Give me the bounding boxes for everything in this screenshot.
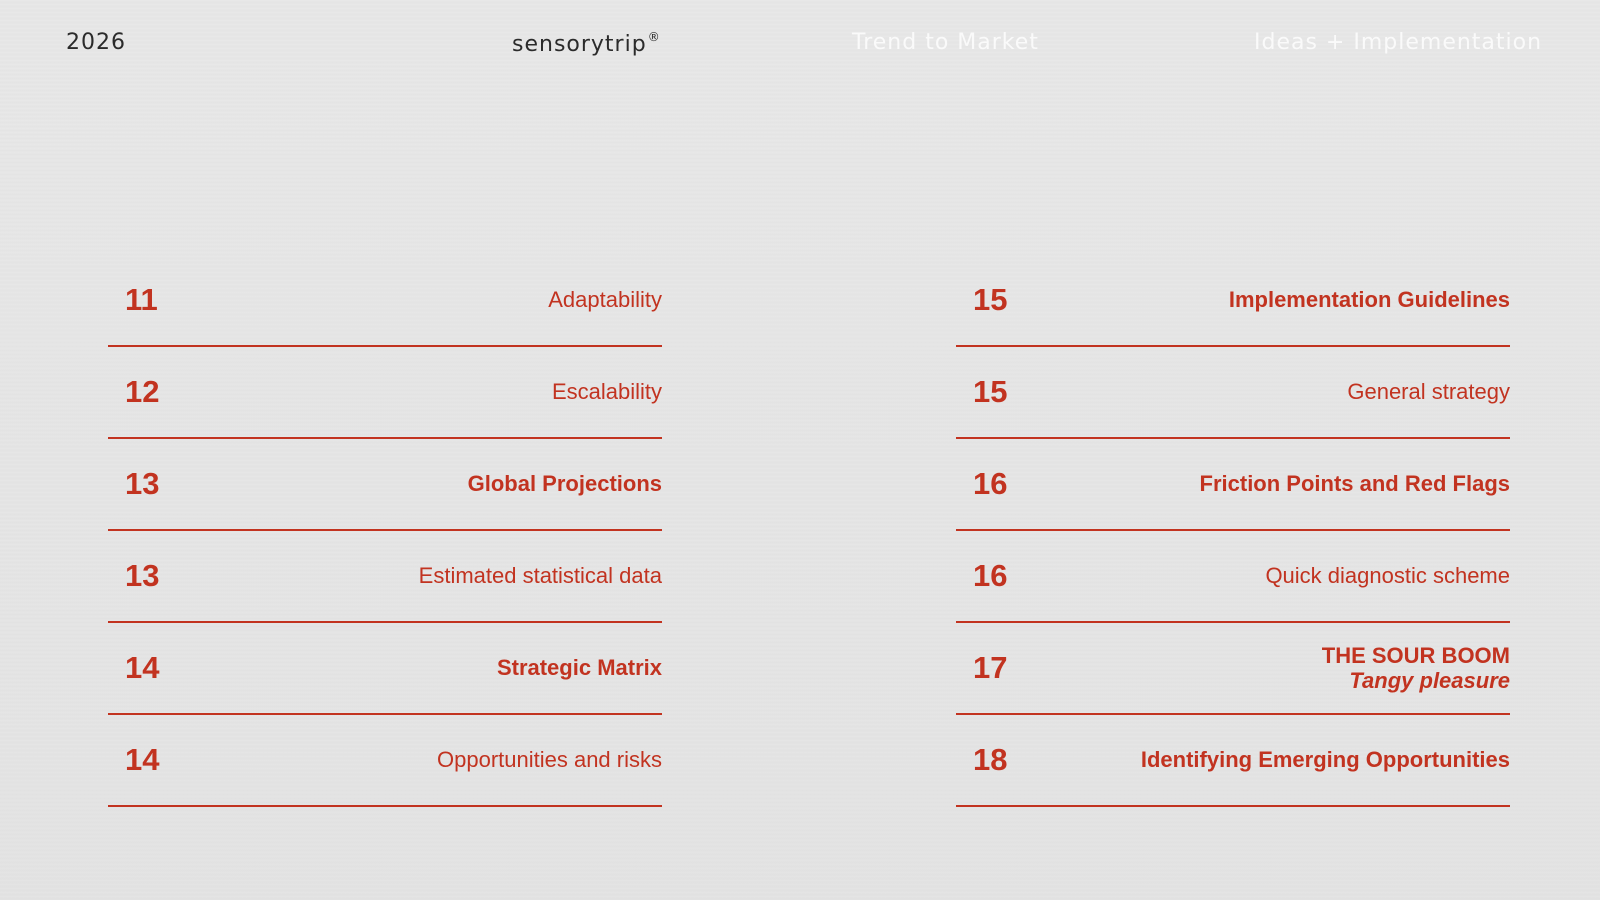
header-year: 2026 (66, 30, 126, 55)
toc-entry[interactable] (956, 531, 1510, 623)
toc-entry-title: Estimated statistical data (418, 563, 662, 589)
toc-entry[interactable] (956, 623, 1510, 715)
toc-entry[interactable] (956, 347, 1510, 439)
toc-page-number: 13 (125, 558, 160, 593)
toc-page-number: 15 (973, 282, 1008, 317)
toc-page-number: 11 (125, 282, 158, 317)
header-brand (512, 30, 661, 57)
toc-entry[interactable] (956, 439, 1510, 531)
toc-entry-title: Quick diagnostic scheme (1265, 563, 1510, 589)
toc-entry[interactable] (108, 255, 662, 347)
toc-entry-title: Adaptability (548, 287, 662, 313)
toc-entry[interactable] (108, 715, 662, 807)
toc-entry[interactable] (108, 439, 662, 531)
toc-entry-title: Strategic Matrix (496, 655, 662, 681)
toc-entry-title (1322, 643, 1510, 694)
toc-page-number: 17 (973, 650, 1008, 685)
toc-entry-title: Opportunities and risks (437, 747, 662, 773)
toc-entry[interactable] (108, 623, 662, 715)
registered-mark: ® (647, 30, 661, 44)
toc-entry-title: Friction Points and Red Flags (1199, 471, 1510, 497)
toc-entry[interactable] (108, 347, 662, 439)
toc-left-column (108, 255, 662, 807)
toc-entry-main-title: THE SOUR BOOM (1321, 642, 1510, 668)
toc-entry-title: Identifying Emerging Opportunities (1140, 747, 1510, 773)
toc-page-number: 15 (973, 374, 1008, 409)
toc-entry[interactable] (956, 255, 1510, 347)
toc-entry-subtitle: Tangy pleasure (1349, 668, 1510, 693)
toc-page-number: 18 (973, 742, 1008, 777)
toc-entry-title: General strategy (1347, 379, 1510, 405)
toc-page-number: 12 (125, 374, 160, 409)
header-ideas-implementation: Ideas + Implementation (1254, 30, 1543, 55)
toc-entry[interactable] (956, 715, 1510, 807)
brand-name: sensorytrip (512, 32, 647, 57)
toc-page-number: 16 (973, 558, 1008, 593)
toc-entry-title: Implementation Guidelines (1228, 287, 1510, 313)
toc-entry-title: Global Projections (467, 471, 662, 497)
header-trend-to-market: Trend to Market (852, 30, 1039, 55)
toc-page-number: 16 (973, 466, 1008, 501)
toc-right-column (956, 255, 1510, 807)
toc-page-number: 14 (125, 742, 160, 777)
toc-entry-title: Escalability (551, 379, 662, 405)
toc-entry[interactable] (108, 531, 662, 623)
toc-page-number: 14 (125, 650, 160, 685)
toc-page-number: 13 (125, 466, 160, 501)
